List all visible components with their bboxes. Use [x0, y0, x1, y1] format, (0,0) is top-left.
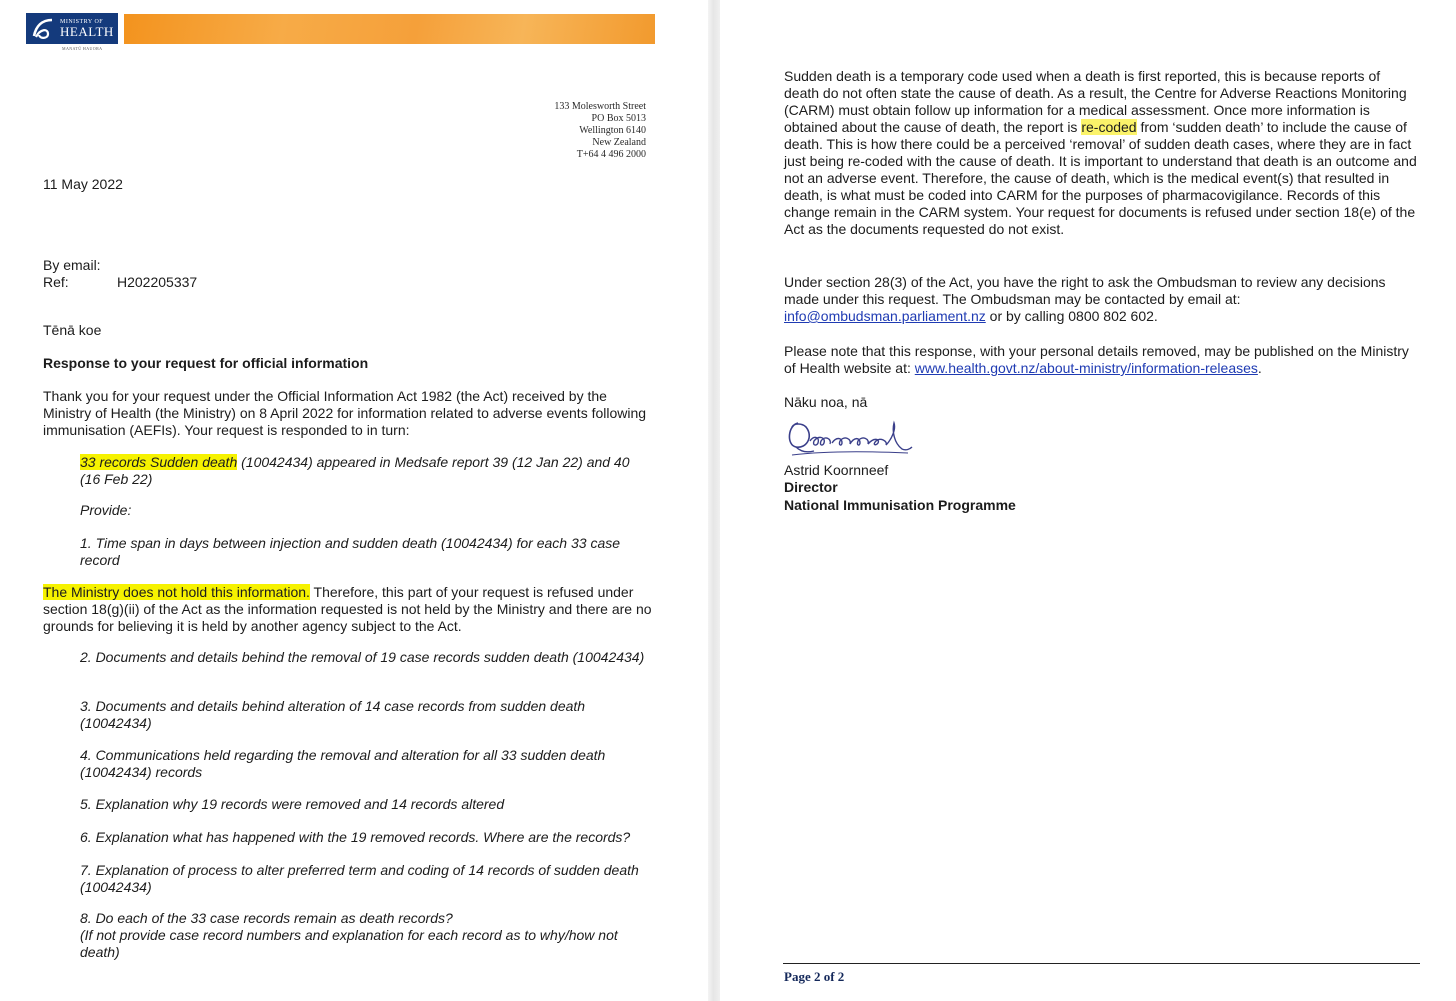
item-8-note: (If not provide case record numbers and explanation for each record as to why/how not death)	[80, 927, 618, 960]
highlighted-text: The Ministry does not hold this information.	[43, 584, 310, 600]
request-item-3: 3. Documents and details behind alteration of 14 case records from sudden death (10042434)	[80, 698, 586, 731]
greeting: Tēnā koe	[43, 322, 102, 338]
paragraph-text: Sudden death is a temporary code used when a death is first reported, this is because reports of death do not often state the cause of death. As a result, the Centre for Adverse Reactions Monitoring (CARM) must obtain follow up information for a medical assessment. Once more information is obtained about the cause of death, the report is	[784, 68, 1407, 135]
refusal-text: Therefore, this part of your request is refused under section 18(g)(ii) of the Act as the information requested is not held by the Ministry and there are no grounds for believing it is held by another agency subject to the Act.	[43, 584, 652, 634]
highlighted-text: 33 records Sudden death	[80, 454, 238, 470]
footer-divider	[783, 963, 1420, 964]
handwritten-signature	[784, 415, 914, 459]
paragraph-text: Please note that this response, with your personal details removed, may be published on the Ministry of Health website at:	[784, 343, 1409, 376]
signatory-title: Director	[784, 479, 838, 495]
request-item-5: 5. Explanation why 19 records were removed and 14 records altered	[80, 796, 505, 812]
ombudsman-paragraph	[784, 274, 1418, 325]
paragraph-text: or by calling 0800 802 602.	[985, 308, 1158, 324]
intro-paragraph: Thank you for your request under the Official Information Act 1982 (the Act) received by the Ministry of Health (the Ministry) on 8 April 2022 for information related to adverse events following immunisation (AEFIs). Your request is responded to in turn:	[43, 388, 647, 438]
quote-text: (10042434) appeared in Medsafe report 39 (12 Jan 22) and 40 (16 Feb 22)	[80, 454, 630, 487]
by-email-label: By email:	[43, 257, 101, 273]
address-line: Wellington 6140	[579, 125, 646, 136]
ref-value: H202205337	[117, 274, 198, 290]
logo-big-text: HEALTH	[60, 24, 114, 39]
ref-label: Ref:	[43, 274, 69, 290]
information-releases-link[interactable]: www.health.govt.nz/about-ministry/information-releases	[914, 360, 1258, 376]
ombudsman-email-link[interactable]: info@ombudsman.parliament.nz	[784, 308, 986, 324]
signoff: Nāku noa, nā	[784, 394, 868, 410]
address-line: T+64 4 496 2000	[576, 149, 646, 160]
request-item-8	[80, 910, 650, 961]
paragraph-text: from ‘sudden death’ to include the cause of death. This is how there could be a perceived ‘removal’ of sudden death cases, where they are in fact just being re-coded with the cause of death. It is important to understand that death is an outcome and not an adverse event. Therefore, the cause of death, which is the medical event(s) that resulted in death, is what must be coded into CARM for the purposes of pharmacovigilance. Records of this change remain in the CARM system. Your request for documents is refused under section 18(e) of the Act as the documents requested do not exist.	[784, 119, 1417, 237]
letter-date: 11 May 2022	[43, 176, 123, 192]
paragraph-text: .	[1257, 360, 1262, 376]
ministry-address	[554, 101, 646, 161]
logo-subtitle: MANATŪ HAUORA	[62, 46, 103, 51]
provide-label: Provide:	[80, 502, 132, 518]
request-item-2: 2. Documents and details behind the removal of 19 case records sudden death (10042434)	[80, 649, 645, 665]
refusal-paragraph	[43, 584, 653, 635]
address-line: PO Box 5013	[591, 113, 646, 124]
publication-paragraph	[784, 343, 1418, 377]
recoding-paragraph	[784, 68, 1418, 238]
signatory-unit: National Immunisation Programme	[784, 497, 1016, 513]
page-divider	[708, 0, 720, 1001]
letter-page-1	[0, 0, 708, 1001]
address-line: New Zealand	[592, 137, 646, 148]
logo-small-text: MINISTRY OF	[60, 19, 104, 25]
request-item-4: 4. Communications held regarding the removal and alteration for all 33 sudden death (10042434) records	[80, 747, 606, 780]
address-line: 133 Molesworth Street	[554, 101, 646, 112]
signatory-name: Astrid Koornneef	[784, 462, 889, 478]
letterhead-banner	[124, 14, 655, 44]
paragraph-text: Under section 28(3) of the Act, you have the right to ask the Ombudsman to review any decisions made under this request. The Ombudsman may be contacted by email at:	[784, 274, 1386, 307]
highlighted-text: re-coded	[1081, 119, 1137, 135]
request-item-1: 1. Time span in days between injection and sudden death (10042434) for each 33 case record	[80, 535, 621, 568]
letter-subject: Response to your request for official information	[43, 355, 369, 371]
request-item-6: 6. Explanation what has happened with the 19 removed records. Where are the records?	[80, 829, 631, 845]
item-8-question: 8. Do each of the 33 case records remain as death records?	[80, 910, 453, 926]
ministry-emblem-icon	[30, 16, 58, 42]
ministry-logo	[26, 13, 118, 44]
page-number: Page 2 of 2	[784, 969, 845, 984]
request-quote	[80, 454, 650, 488]
request-item-7: 7. Explanation of process to alter preferred term and coding of 14 records of sudden death (10042434)	[80, 862, 639, 895]
